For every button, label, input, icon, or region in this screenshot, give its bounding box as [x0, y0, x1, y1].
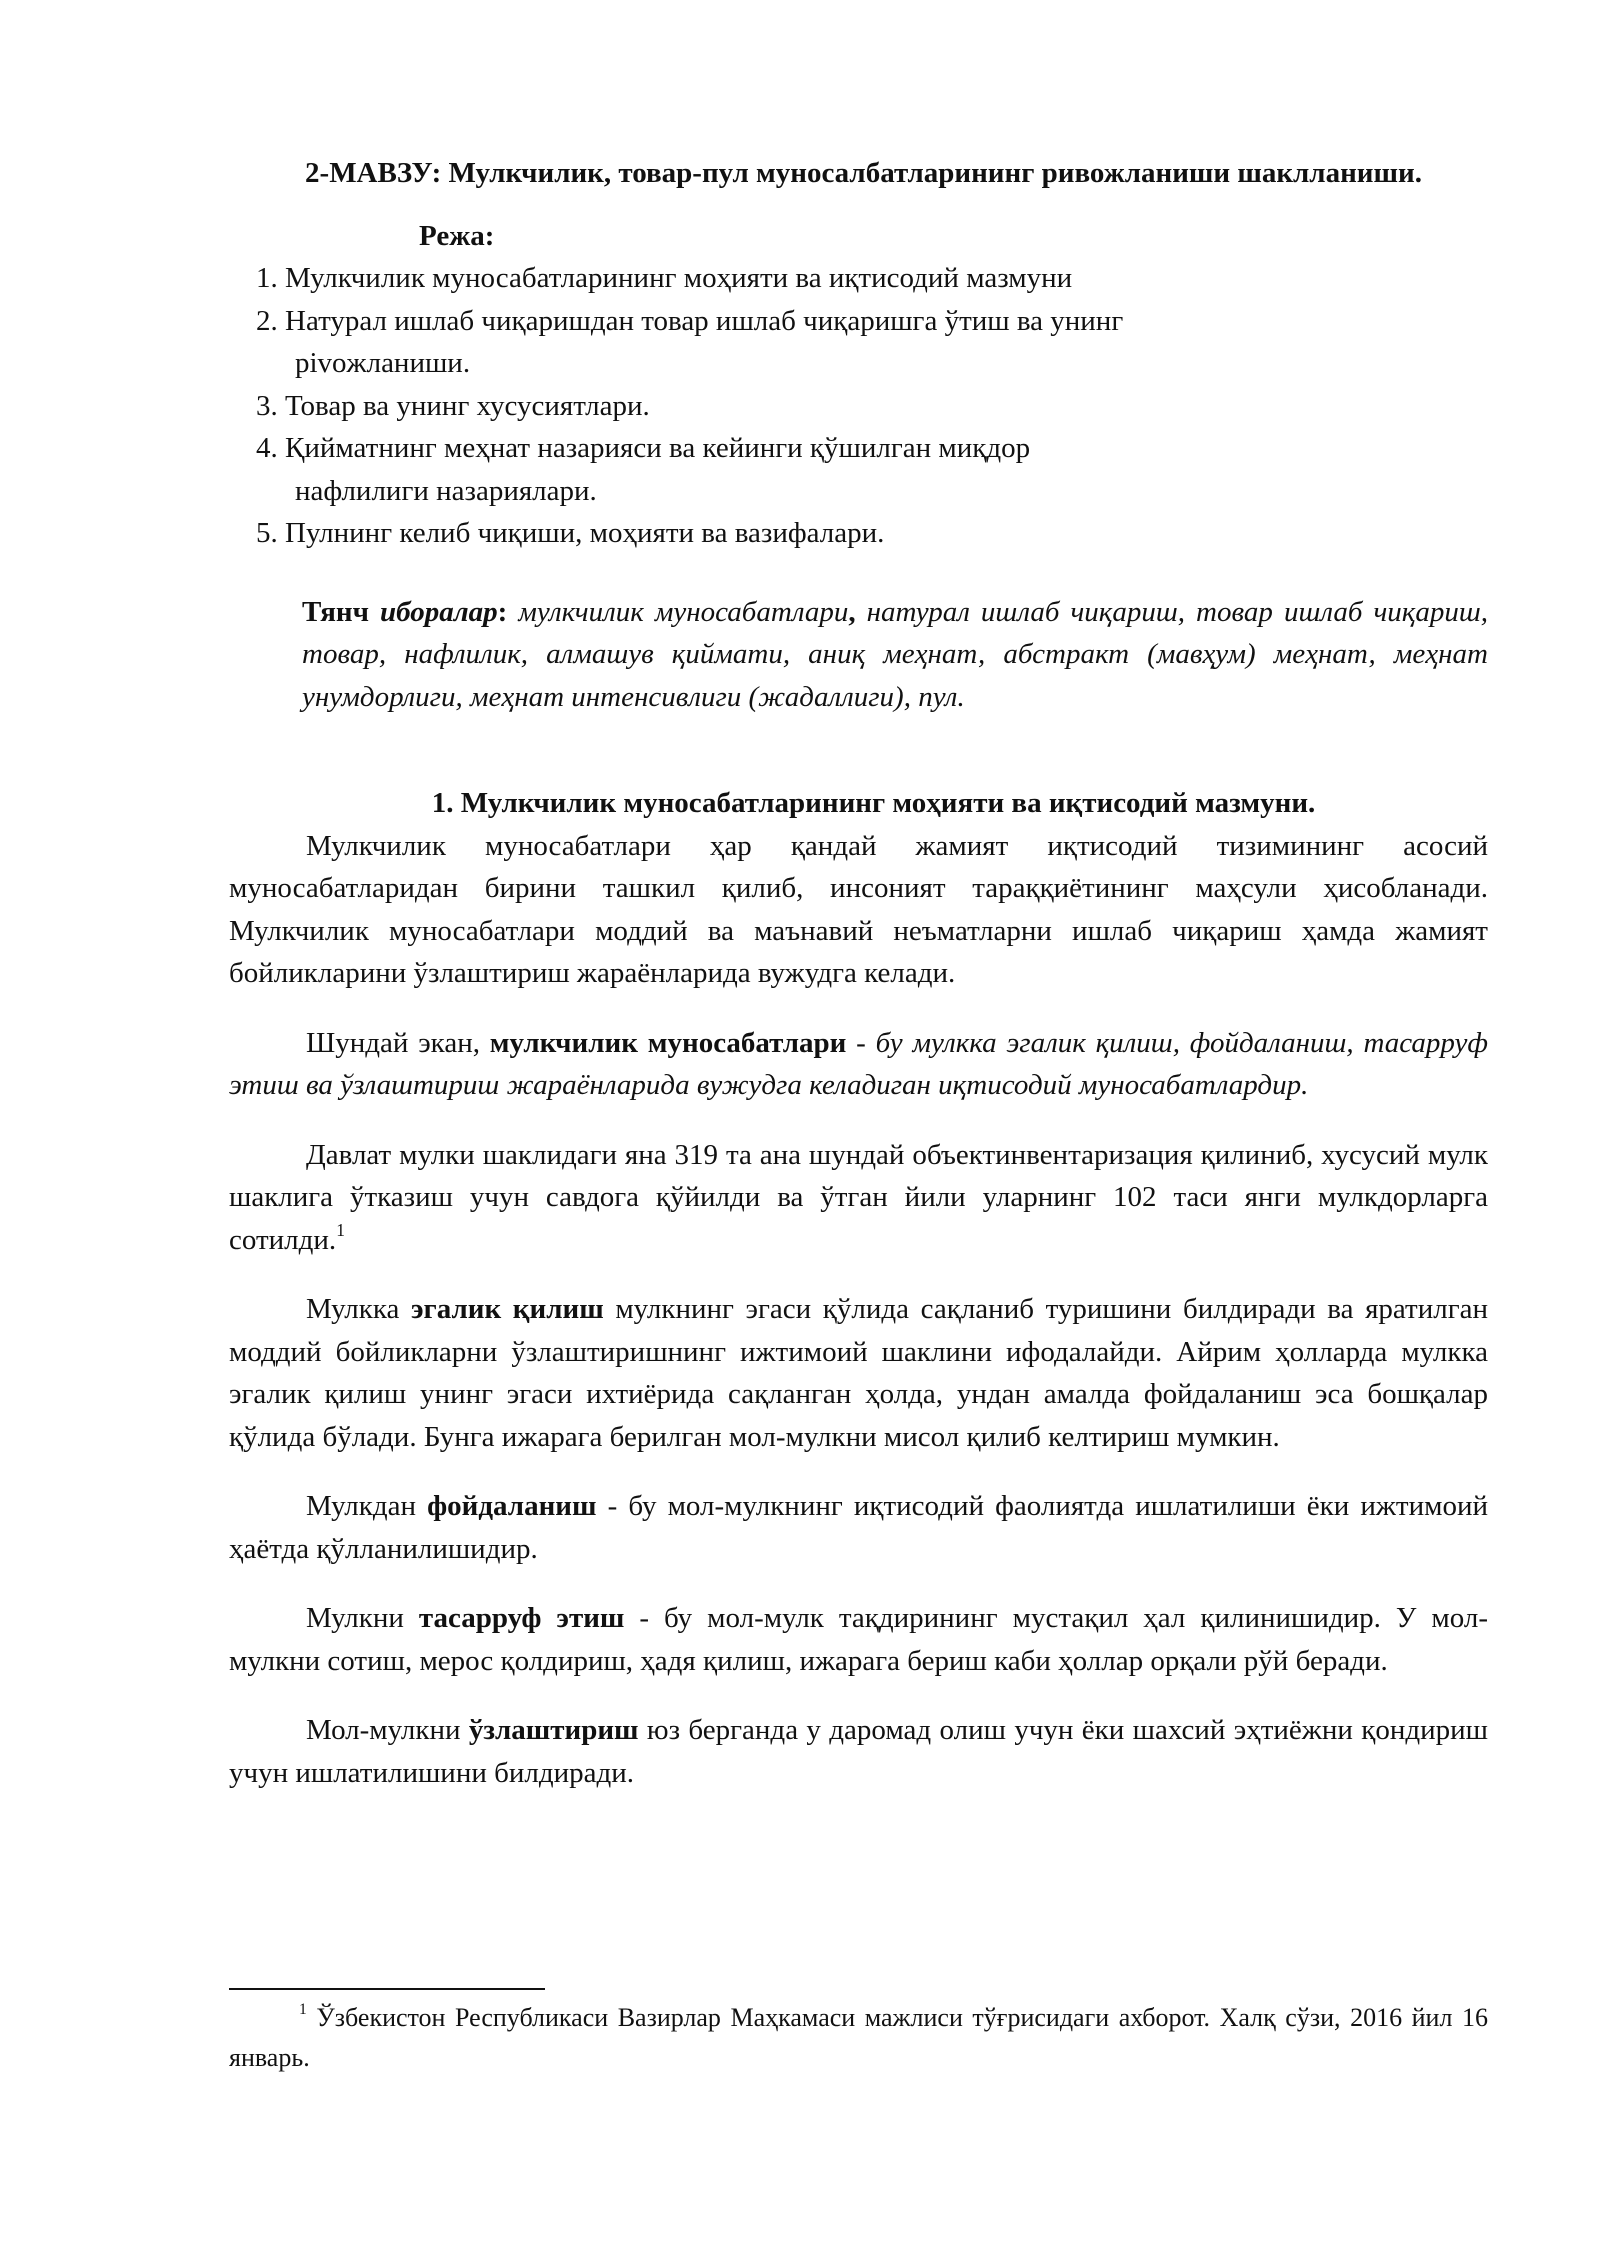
plan-list — [229, 257, 1245, 555]
plan-item-continuation: рivoжланиши. — [295, 347, 471, 379]
body-paragraph: Мулкка эгалик қилиш мулкнинг эгаси қўлида сақланиб туришини билдиради ва яратилган моддий бойликларни ўзлаштиришнинг ижтимоий шаклини ифодалайди. Айрим ҳолларда мулкка эгалик қилиш унинг эгаси ихтиёрида сақланган ҳолда, ундан амалда фойдаланиш эса бошқалар қўлида бўлади. Бунга ижарага берилган мол-мулкни мисол қилиб келтириш мумкин. — [229, 1293, 1488, 1453]
plan-item: 5. Пулнинг келиб чиқиши, моҳияти ва вазифалари. — [285, 512, 1245, 555]
keywords-paragraph: Тянч иборалар: мулкчилик муносабатлари, натурал ишлаб чиқариш, товар ишлаб чиқариш, товар, нафлилик, алмашув қиймати, аниқ меҳнат, абстракт (мавҳум) меҳнат, меҳнат унумдорлиги, меҳнат интенсивлиги (жадаллиги), пул. — [302, 595, 1489, 713]
plan-item: 4. Қийматнинг меҳнат назарияси ва кейинги қўшилган миқдор нафлилиги назариялари. — [285, 427, 1245, 512]
footnote-reference[interactable]: 1 — [336, 1219, 345, 1240]
defined-term: тасарруф этиш — [418, 1602, 625, 1634]
plan-item-continuation: нафлилиги назариялари. — [295, 474, 597, 507]
document-title: 2-МАВЗУ: Мулкчилик, товар-пул муносалбатларининг ривожланиши шаклланиши. — [305, 157, 1422, 189]
definition-paragraph: Шундай экан, мулкчилик муносабатлари - бу мулкка эгалик қилиш, фойдаланиш, тасарруф этиш ва ўзлаштириш жараёнларида вужудга келадиган иқтисодий муносабатлардир. — [229, 1026, 1488, 1101]
body-paragraph: Давлат мулки шаклидаги яна 319 та ана шундай объектинвентаризация қилиниб, хусусий мулк шаклига ўтказиш учун савдога қўйилди ва ўтган йили уларнинг 102 таси янги мулкдорларга сотилди.$^1$ — [229, 1138, 1488, 1256]
body-paragraph: Мол-мулкни ўзлаштириш юз берганда у даромад олиш учун ёки шахсий эҳтиёжни қондириш учун ишлатилишини билдиради. — [229, 1714, 1488, 1789]
defined-term: фойдаланиш — [427, 1490, 597, 1522]
defined-term: ўзлаштириш — [468, 1714, 639, 1746]
section-heading: 1. Мулкчилик муносабатларининг моҳияти ва иқтисодий мазмуни. — [431, 787, 1316, 819]
defined-term: мулкчилик муносабатлари — [489, 1026, 847, 1059]
plan-heading: Режа: — [419, 219, 495, 252]
body-paragraph: Мулкдан фойдаланиш - бу мол-мулкнинг иқтисодий фаолиятда ишлатилиши ёки ижтимоий ҳаётда қўлланилишидир. — [229, 1490, 1488, 1565]
footnote: $^1$ Ўзбекистон Республикаси Вазирлар Маҳкамаси мажлиси тўғрисидаги ахборот. Халқ сўзи, 2016 йил 16 январь. — [229, 2001, 1488, 2072]
body-paragraph: Мулкни тасарруф этиш - бу мол-мулк тақдирининг мустақил ҳал қилинишидир. У мол-мулкни сотиш, мерос қолдириш, ҳадя қилиш, ижарага бериш каби ҳоллар орқали рўй беради. — [229, 1602, 1488, 1677]
footnote-separator — [229, 1988, 545, 1990]
footnote-mark: 1 — [299, 2001, 307, 2019]
plan-item: 1. Мулкчилик муносабатларининг моҳияти ва иқтисодий мазмуни — [285, 257, 1245, 300]
defined-term: эгалик қилиш — [411, 1293, 604, 1325]
plan-item: 3. Товар ва унинг хусусиятлари. — [285, 385, 1245, 428]
body-paragraph: Мулкчилик муносабатлари ҳар қандай жамият иқтисодий тизимининг асосий муносабатларидан бирини ташкил қилиб, инсоният тараққиётининг маҳсули ҳисобланади. Мулкчилик муносабатлари моддий ва маънавий неъматларни ишлаб чиқариш ҳамда жамият бойликларини ўзлаштириш жараёнларида вужудга келади. — [229, 829, 1488, 989]
plan-item: 2. Натурал ишлаб чиқаришдан товар ишлаб чиқаришга ўтиш ва унинг рivoжланиши. — [285, 300, 1245, 385]
keywords-label: Тянч — [302, 595, 381, 628]
